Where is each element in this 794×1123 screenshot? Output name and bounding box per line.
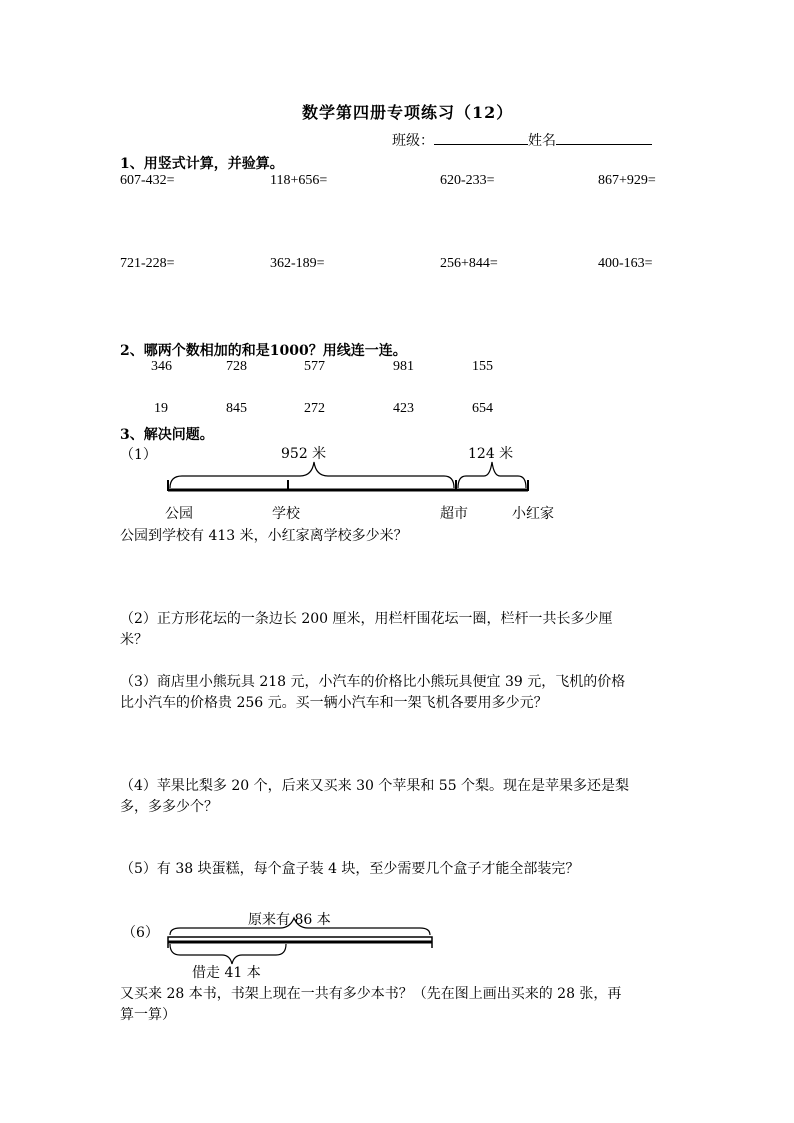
q1-brace-right	[458, 462, 526, 488]
q4-line2: 多，多多少个？	[120, 799, 218, 815]
name-label: 姓名	[528, 133, 556, 149]
calc-item: 607-432=	[120, 173, 175, 188]
q6-borrowed-label: 借走 41 本	[192, 965, 261, 981]
q6-label: （6）	[122, 925, 159, 941]
place-market: 超市	[440, 506, 468, 522]
bottom-number: 654	[472, 401, 493, 416]
q1-label: （1）	[120, 447, 157, 463]
top-number: 728	[226, 359, 247, 374]
q1-brace-total	[170, 462, 454, 488]
q6-line2: 算一算）	[120, 1007, 176, 1023]
calc-item: 256+844=	[440, 256, 498, 271]
q3-line2: 比小汽车的价格贵 256 元。买一辆小汽车和一架飞机各要用多少元？	[120, 695, 548, 711]
q2-line2: 米？	[120, 632, 148, 648]
calc-item: 867+929=	[598, 173, 656, 188]
bottom-number: 272	[304, 401, 325, 416]
place-park: 公园	[165, 506, 193, 522]
q1-total-length: 952 米	[281, 446, 327, 462]
q1-route-diagram	[168, 462, 528, 491]
calc-item: 118+656=	[270, 173, 328, 188]
q1-right-length: 124 米	[468, 446, 514, 462]
q4-line1: （4）苹果比梨多 20 个，后来又买来 30 个苹果和 55 个梨。现在是苹果多还是梨	[120, 778, 630, 794]
q5-line1: （5）有 38 块蛋糕，每个盒子装 4 块，至少需要几个盒子才能全部装完？	[120, 861, 580, 877]
top-number: 346	[151, 359, 172, 374]
bottom-number: 19	[154, 401, 168, 416]
bottom-number: 845	[226, 401, 247, 416]
section1-heading: 1、用竖式计算，并验算。	[120, 156, 284, 172]
q6-original-label: 原来有 86 本	[248, 912, 331, 928]
top-number: 155	[472, 359, 493, 374]
q3-line1: （3）商店里小熊玩具 218 元，小汽车的价格比小熊玩具便宜 39 元，飞机的价格	[120, 674, 626, 690]
calc-item: 721-228=	[120, 256, 175, 271]
section2-heading: 2、哪两个数相加的和是1000？用线连一连。	[120, 343, 407, 359]
q6-line1: 又买来 28 本书，书架上现在一共有多少本书？（先在图上画出买来的 28 张，再	[120, 986, 622, 1002]
q6-brace-borrowed	[170, 944, 286, 964]
calc-item: 400-163=	[598, 256, 653, 271]
section3-heading: 3、解决问题。	[120, 427, 214, 443]
top-number: 981	[393, 359, 414, 374]
place-home: 小红家	[512, 506, 554, 522]
page-title: 数学第四册专项练习（12）	[302, 103, 514, 122]
class-label: 班级：	[392, 133, 434, 149]
q1-question: 公园到学校有 413 米，小红家离学校多少米？	[120, 528, 408, 544]
q2-line1: （2）正方形花坛的一条边长 200 厘米，用栏杆围花坛一圈，栏杆一共长多少厘	[120, 611, 613, 627]
top-number: 577	[304, 359, 325, 374]
calc-item: 620-233=	[440, 173, 495, 188]
calc-item: 362-189=	[270, 256, 325, 271]
bottom-number: 423	[393, 401, 414, 416]
place-school: 学校	[272, 506, 300, 522]
